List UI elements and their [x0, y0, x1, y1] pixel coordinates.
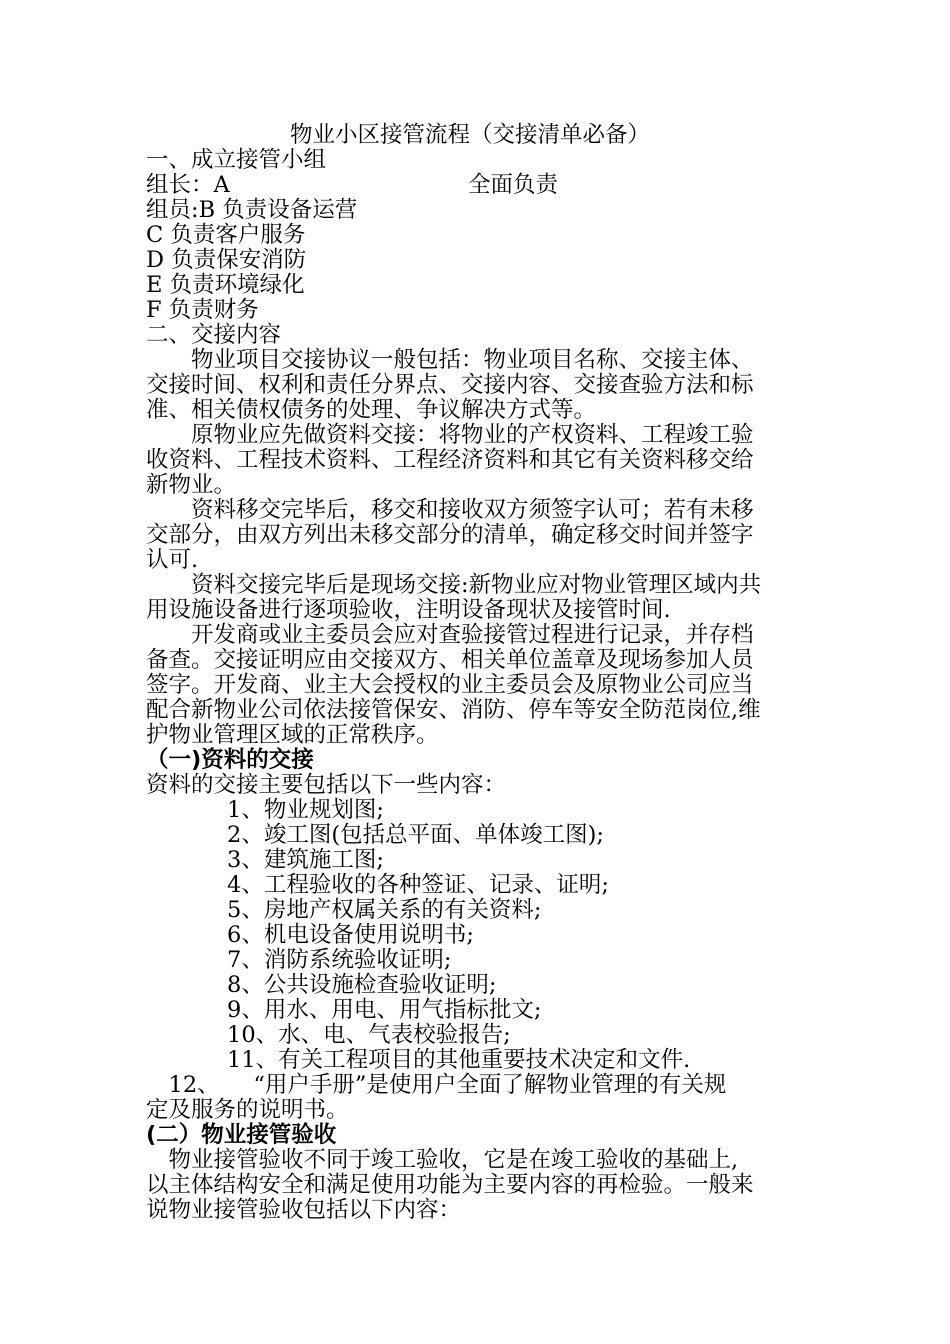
subsection-heading-1: （一)资料的交接 [146, 747, 314, 773]
list-item: 4、工程验收的各种签证、记录、证明; [227, 872, 609, 898]
paragraph-line: 认可. [146, 547, 199, 573]
member-line: C 负责客户服务 [146, 222, 306, 248]
list-item: 11、有关工程项目的其他重要技术决定和文件. [227, 1047, 691, 1073]
list-item: 8、公共设施检查验收证明; [227, 972, 497, 998]
paragraph-line: 备查。交接证明应由交接双方、相关单位盖章及现场参加人员 [146, 647, 754, 673]
list-item: 5、房地产权属关系的有关资料; [227, 897, 542, 923]
list-item: 10、水、电、气表校验报告; [227, 1022, 511, 1048]
paragraph-line: 物业接管验收不同于竣工验收，它是在竣工验收的基础上, [146, 1147, 739, 1173]
list-item: 3、建筑施工图; [227, 847, 384, 873]
paragraph-line: 原物业应先做资料交接：将物业的产权资料、工程竣工验 [146, 422, 754, 448]
list-item: 9、用水、用电、用气指标批文; [227, 997, 542, 1023]
paragraph-line: 护物业管理区域的正常秩序。 [146, 722, 439, 748]
section-heading-1: 一、成立接管小组 [146, 147, 327, 173]
leader-line [146, 173, 746, 198]
paragraph-line: 资料移交完毕后，移交和接收双方须签字认可；若有未移 [146, 497, 754, 523]
list-item-12-line: 12、 “用户手册”是使用户全面了解物业管理的有关规 [146, 1072, 727, 1098]
member-line: E 负责环境绿化 [146, 272, 305, 298]
list-item: 6、机电设备使用说明书; [227, 922, 474, 948]
subsection-heading-2: (二）物业接管验收 [146, 1122, 337, 1148]
paragraph-line: 交接时间、权利和责任分界点、交接内容、交接查验方法和标 [146, 372, 754, 398]
member-line: D 负责保安消防 [146, 247, 307, 273]
member-line: 组员:B 负责设备运营 [146, 197, 358, 223]
paragraph-line: 开发商或业主委员会应对查验接管过程进行记录，并存档 [146, 622, 754, 648]
paragraph-line: 签字。开发商、业主大会授权的业主委员会及原物业公司应当 [146, 672, 754, 698]
document-title: 物业小区接管流程（交接清单必备） [290, 122, 651, 148]
paragraph-line: 说物业接管验收包括以下内容： [146, 1197, 462, 1223]
section-heading-2: 二、交接内容 [146, 322, 282, 348]
list-item: 7、消防系统验收证明; [227, 947, 452, 973]
paragraph-line: 准、相关债权债务的处理、争议解决方式等。 [146, 397, 597, 423]
paragraph-line: 用设施设备进行逐项验收，注明设备现状及接管时间. [146, 597, 671, 623]
list-item: 1、物业规划图; [227, 797, 384, 823]
paragraph-line: 物业项目交接协议一般包括：物业项目名称、交接主体、 [146, 347, 754, 373]
paragraph-line: 交部分，由双方列出未移交部分的清单，确定移交时间并签字 [146, 522, 754, 548]
paragraph-line: 配合新物业公司依法接管保安、消防、停车等安全防范岗位,维 [146, 697, 761, 723]
subsection-intro: 资料的交接主要包括以下一些内容： [146, 772, 507, 798]
paragraph-line: 收资料、工程技术资料、工程经济资料和其它有关资料移交给 [146, 447, 754, 473]
member-line: F 负责财务 [146, 297, 259, 323]
leader-role: 全面负责 [468, 172, 559, 198]
leader-label: 组长：A [146, 172, 230, 198]
list-item-12-line: 定及服务的说明书。 [146, 1097, 349, 1123]
list-item: 2、竣工图(包括总平面、单体竣工图); [227, 822, 604, 848]
paragraph-line: 资料交接完毕后是现场交接:新物业应对物业管理区域内共 [146, 572, 762, 598]
paragraph-line: 新物业。 [146, 472, 237, 498]
paragraph-line: 以主体结构安全和满足使用功能为主要内容的再检验。一般来 [146, 1172, 754, 1198]
